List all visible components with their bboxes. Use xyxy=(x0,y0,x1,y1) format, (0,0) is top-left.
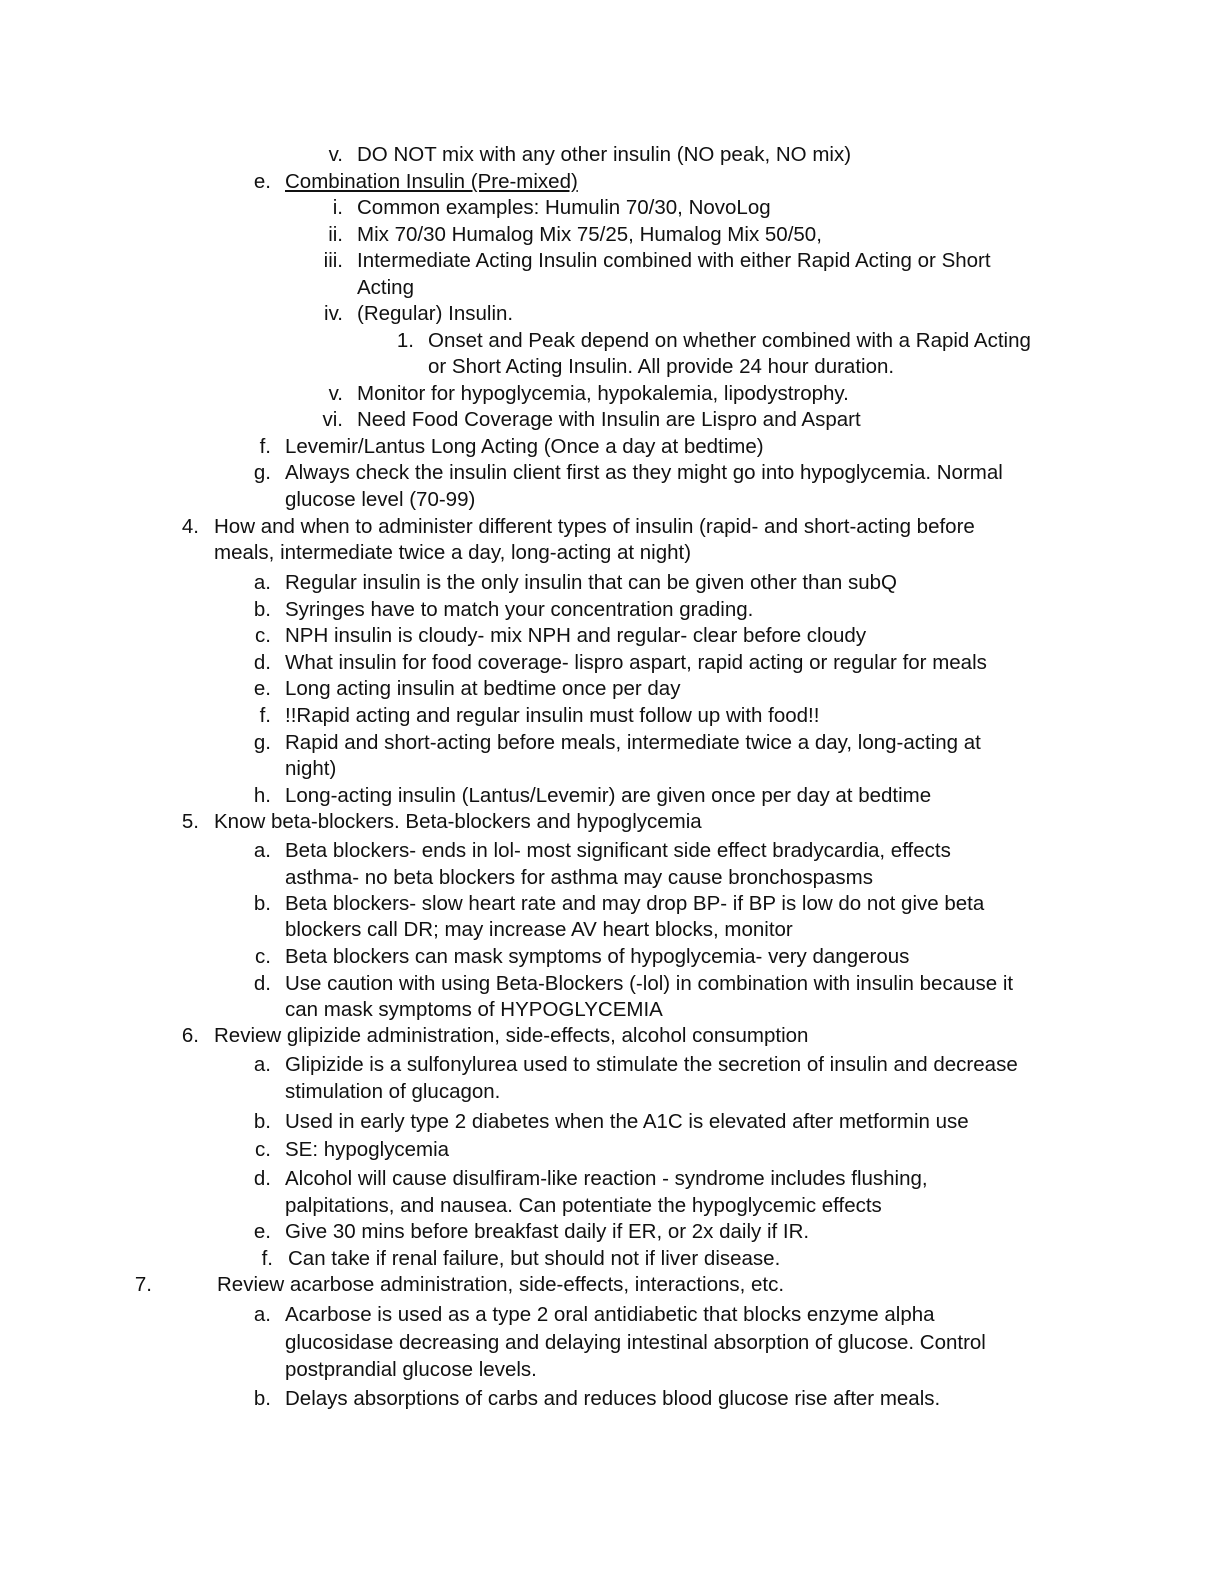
list-marker: a. xyxy=(253,1053,271,1076)
list-marker: c. xyxy=(255,945,271,968)
list-item-text: Intermediate Acting Insulin combined with either Rapid Acting or Short xyxy=(357,249,991,272)
list-marker: v. xyxy=(328,143,343,166)
list-item xyxy=(0,1137,1224,1164)
list-item-text: night) xyxy=(285,757,337,780)
list-item-text: Alcohol will cause disulfiram-like reaction - syndrome includes flushing, xyxy=(285,1167,928,1190)
list-marker: iii. xyxy=(323,249,343,272)
list-item-text: Give 30 mins before breakfast daily if ER, or 2x daily if IR. xyxy=(285,1220,810,1243)
list-item xyxy=(0,301,1224,328)
list-item-text: Glipizide is a sulfonylurea used to stimulate the secretion of insulin and decrease xyxy=(285,1053,1018,1076)
list-item xyxy=(0,917,1224,944)
list-item xyxy=(0,222,1224,249)
list-item-text: (Regular) Insulin. xyxy=(357,302,514,325)
list-item-text: meals, intermediate twice a day, long-acting at night) xyxy=(214,541,692,564)
list-item-text: palpitations, and nausea. Can potentiate the hypoglycemic effects xyxy=(285,1194,882,1217)
list-item-text: or Short Acting Insulin. All provide 24 hour duration. xyxy=(428,355,895,378)
list-marker: 1. xyxy=(396,329,414,352)
list-marker: d. xyxy=(253,651,271,674)
list-item-text: Review acarbose administration, side-effects, interactions, etc. xyxy=(217,1273,785,1296)
list-marker: h. xyxy=(253,784,271,807)
list-item-text: Need Food Coverage with Insulin are Lispro and Aspart xyxy=(357,408,861,431)
list-item-text: postprandial glucose levels. xyxy=(285,1358,537,1381)
list-marker: iv. xyxy=(324,302,343,325)
list-item xyxy=(0,1052,1224,1079)
list-item-text: Onset and Peak depend on whether combined with a Rapid Acting xyxy=(428,329,1031,352)
list-marker: f. xyxy=(261,1247,273,1270)
list-item-text: Long-acting insulin (Lantus/Levemir) are given once per day at bedtime xyxy=(285,784,932,807)
list-item-text: Levemir/Lantus Long Acting (Once a day at bedtime) xyxy=(285,435,764,458)
list-item-text: How and when to administer different types of insulin (rapid- and short-acting before xyxy=(214,515,975,538)
list-marker: c. xyxy=(255,624,271,647)
list-item xyxy=(0,1193,1224,1220)
list-item-text: asthma- no beta blockers for asthma may cause bronchospasms xyxy=(285,866,873,889)
list-item-text: Common examples: Humulin 70/30, NovoLog xyxy=(357,196,771,219)
list-marker: g. xyxy=(253,461,271,484)
list-item-text: Delays absorptions of carbs and reduces blood glucose rise after meals. xyxy=(285,1387,941,1410)
list-item-text: Review glipizide administration, side-effects, alcohol consumption xyxy=(214,1024,809,1047)
list-item-text: Monitor for hypoglycemia, hypokalemia, lipodystrophy. xyxy=(357,382,849,405)
list-item xyxy=(0,460,1224,487)
list-item-text: DO NOT mix with any other insulin (NO peak, NO mix) xyxy=(357,143,852,166)
list-marker: e. xyxy=(253,170,271,193)
list-item xyxy=(0,540,1224,567)
list-marker: ii. xyxy=(328,223,343,246)
list-marker: d. xyxy=(253,1167,271,1190)
list-marker: v. xyxy=(328,382,343,405)
list-item xyxy=(0,1330,1224,1357)
list-item xyxy=(0,275,1224,302)
section-heading: Combination Insulin (Pre-mixed) xyxy=(285,170,578,193)
list-marker: a. xyxy=(253,839,271,862)
list-item-text: SE: hypoglycemia xyxy=(285,1138,450,1161)
list-item xyxy=(0,487,1224,514)
list-item-text: !!Rapid acting and regular insulin must follow up with food!! xyxy=(285,704,820,727)
list-item-text: stimulation of glucagon. xyxy=(285,1080,501,1103)
list-item xyxy=(0,1109,1224,1136)
list-item-text: glucose level (70-99) xyxy=(285,488,476,511)
list-marker: f. xyxy=(259,704,271,727)
list-item xyxy=(0,997,1224,1024)
list-item xyxy=(0,407,1224,434)
list-marker: 4. xyxy=(181,515,199,538)
list-item-text: Beta blockers- slow heart rate and may drop BP- if BP is low do not give beta xyxy=(285,892,985,915)
list-item xyxy=(0,703,1224,730)
list-item-text: What insulin for food coverage- lispro aspart, rapid acting or regular for meals xyxy=(285,651,987,674)
list-item-text: Used in early type 2 diabetes when the A1C is elevated after metformin use xyxy=(285,1110,969,1133)
list-item xyxy=(0,623,1224,650)
list-item xyxy=(0,838,1224,865)
list-marker: 7. xyxy=(134,1273,152,1296)
list-marker: 6. xyxy=(181,1024,199,1047)
list-marker: e. xyxy=(253,677,271,700)
list-item xyxy=(0,730,1224,757)
list-marker: b. xyxy=(253,1387,271,1410)
list-marker: a. xyxy=(253,1303,271,1326)
list-marker: 5. xyxy=(181,810,199,833)
list-item-text: glucosidase decreasing and delaying intestinal absorption of glucose. Control xyxy=(285,1331,986,1354)
list-item xyxy=(0,944,1224,971)
list-item xyxy=(0,1302,1224,1329)
list-item xyxy=(0,381,1224,408)
list-marker: a. xyxy=(253,571,271,594)
list-marker: b. xyxy=(253,598,271,621)
list-item-text: Can take if renal failure, but should not if liver disease. xyxy=(288,1247,781,1270)
list-item-text: Acarbose is used as a type 2 oral antidiabetic that blocks enzyme alpha xyxy=(285,1303,935,1326)
list-item-text: Mix 70/30 Humalog Mix 75/25, Humalog Mix 50/50, xyxy=(357,223,822,246)
list-item-text: Acting xyxy=(357,276,414,299)
list-item-text: NPH insulin is cloudy- mix NPH and regular- clear before cloudy xyxy=(285,624,867,647)
list-item xyxy=(0,1023,1224,1050)
list-item-text: Know beta-blockers. Beta-blockers and hypoglycemia xyxy=(214,810,702,833)
list-marker: vi. xyxy=(322,408,343,431)
list-item xyxy=(0,1219,1224,1246)
list-item-text: Beta blockers- ends in lol- most significant side effect bradycardia, effects xyxy=(285,839,951,862)
list-item xyxy=(0,597,1224,624)
list-item xyxy=(0,1272,1224,1299)
list-marker: e. xyxy=(253,1220,271,1243)
list-item xyxy=(0,1079,1224,1106)
list-item-text: Rapid and short-acting before meals, intermediate twice a day, long-acting at xyxy=(285,731,981,754)
list-item xyxy=(0,570,1224,597)
list-item xyxy=(0,650,1224,677)
list-item-text: Always check the insulin client first as they might go into hypoglycemia. Normal xyxy=(285,461,1003,484)
list-item xyxy=(0,514,1224,541)
list-item-text: Long acting insulin at bedtime once per day xyxy=(285,677,681,700)
list-marker: f. xyxy=(259,435,271,458)
list-item xyxy=(0,169,1224,196)
list-item xyxy=(0,1357,1224,1384)
list-item-text: can mask symptoms of HYPOGLYCEMIA xyxy=(285,998,663,1021)
list-marker: b. xyxy=(253,1110,271,1133)
list-item xyxy=(0,809,1224,836)
list-item xyxy=(0,756,1224,783)
list-item xyxy=(0,1166,1224,1193)
list-item-text: Regular insulin is the only insulin that can be given other than subQ xyxy=(285,571,897,594)
list-item xyxy=(0,434,1224,461)
list-item xyxy=(0,354,1224,381)
list-item-text: Beta blockers can mask symptoms of hypoglycemia- very dangerous xyxy=(285,945,910,968)
list-item xyxy=(0,891,1224,918)
list-item xyxy=(0,195,1224,222)
list-item-text: blockers call DR; may increase AV heart blocks, monitor xyxy=(285,918,793,941)
list-marker: d. xyxy=(253,972,271,995)
list-marker: i. xyxy=(332,196,343,219)
list-item-text: Use caution with using Beta-Blockers (-lol) in combination with insulin because it xyxy=(285,972,1014,995)
list-marker: g. xyxy=(253,731,271,754)
list-item xyxy=(0,783,1224,810)
list-item xyxy=(0,865,1224,892)
list-item xyxy=(0,1386,1224,1413)
list-item-text: Syringes have to match your concentration grading. xyxy=(285,598,754,621)
list-marker: c. xyxy=(255,1138,271,1161)
list-item xyxy=(0,328,1224,355)
list-item xyxy=(0,676,1224,703)
list-marker: b. xyxy=(253,892,271,915)
list-item xyxy=(0,971,1224,998)
list-item xyxy=(0,1246,1224,1273)
list-item xyxy=(0,142,1224,169)
list-item xyxy=(0,248,1224,275)
